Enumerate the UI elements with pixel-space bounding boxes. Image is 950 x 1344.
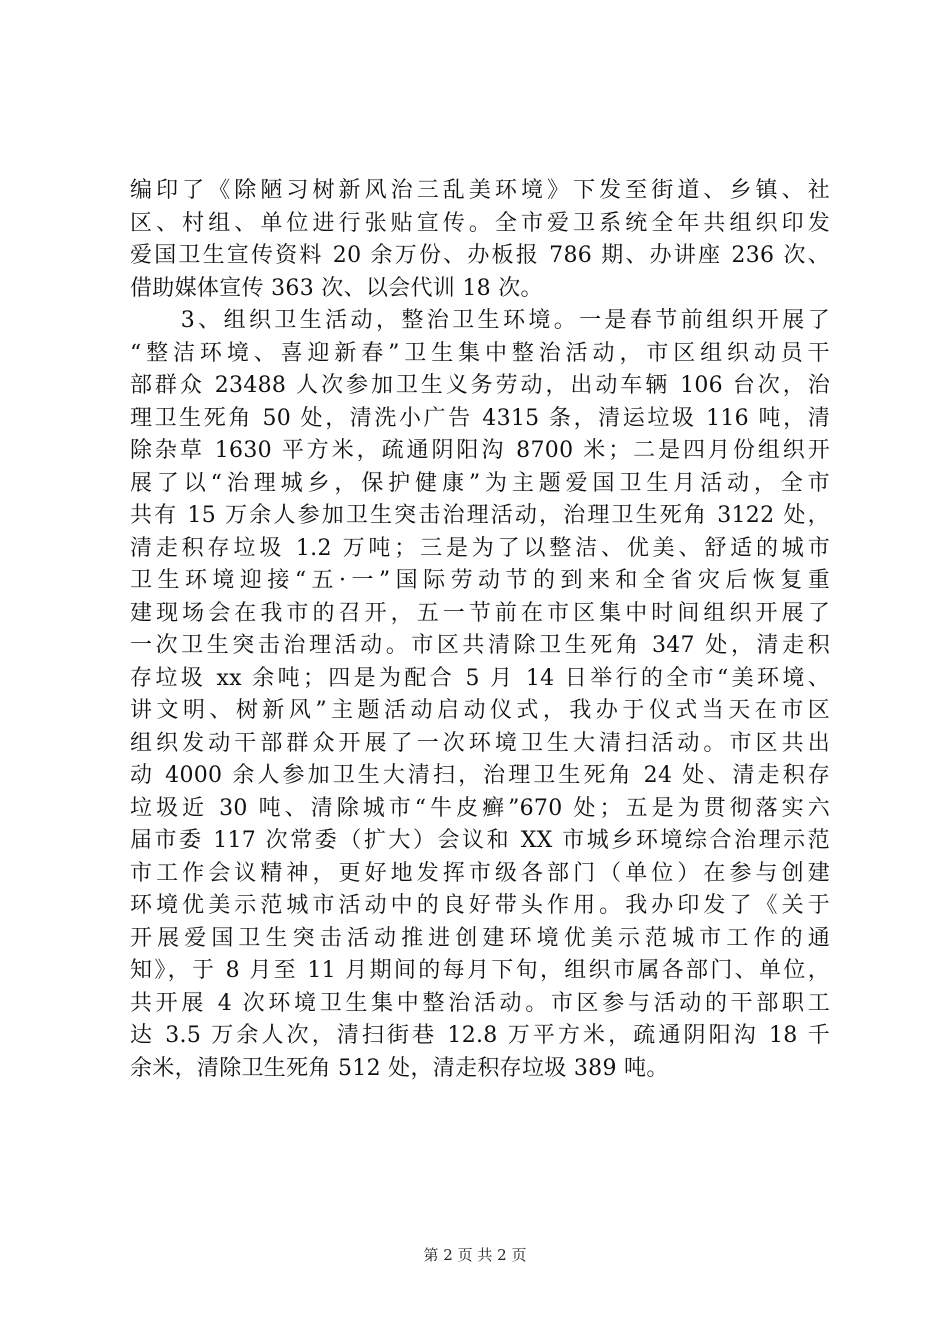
- text-line: 届市委 117 次常委（扩大）会议和 XX 市城乡环境综合治理示范: [130, 828, 830, 853]
- text-line: 存垃圾 xx 余吨；四是为配合 5 月 14 日举行的全市“美环境、: [130, 665, 830, 691]
- text-line: 建现场会在我市的召开，五一节前在市区集中时间组织开展了: [130, 600, 830, 626]
- text-line: 余米，清除卫生死角 512 处，清走积存垃圾 389 吨。: [130, 1055, 669, 1081]
- body-text: [130, 175, 830, 1085]
- text-line: 环境优美示范城市活动中的良好带头作用。我办印发了《关于: [130, 893, 830, 918]
- text-line: 理卫生死角 50 处，清洗小广告 4315 条，清运垃圾 116 吨，清: [130, 405, 830, 431]
- text-line: 爱国卫生宣传资料 20 余万份、办板报 786 期、办讲座 236 次、: [130, 243, 830, 268]
- text-line: 展了以“治理城乡，保护健康”为主题爱国卫生月活动，全市: [130, 470, 830, 496]
- text-line: 3、组织卫生活动，整治卫生环境。一是春节前组织开展了: [130, 308, 830, 333]
- text-line: 达 3.5 万余人次，清扫街巷 12.8 万平方米，疏通阴阳沟 18 千: [130, 1023, 830, 1048]
- text-line: 除杂草 1630 平方米，疏通阴阳沟 8700 米；二是四月份组织开: [130, 438, 830, 463]
- text-line: 讲文明、树新风”主题活动启动仪式，我办于仪式当天在市区: [130, 698, 830, 723]
- text-line: 共开展 4 次环境卫生集中整治活动。市区参与活动的干部职工: [130, 990, 830, 1016]
- page-number-footer: 第 2 页 共 2 页: [423, 1246, 527, 1264]
- text-line: 垃圾近 30 吨、清除城市“牛皮癣”670 处；五是为贯彻落实六: [130, 795, 830, 821]
- text-line: 共有 15 万余人参加卫生突击治理活动，治理卫生死角 3122 处，: [130, 503, 830, 528]
- text-line: 知》，于 8 月至 11 月期间的每月下旬，组织市属各部门、单位，: [130, 958, 830, 983]
- text-line: 区、村组、单位进行张贴宣传。全市爱卫系统全年共组织印发: [130, 210, 830, 236]
- text-line: 动 4000 余人参加卫生大清扫，治理卫生死角 24 处、清走积存: [130, 763, 830, 788]
- text-line: 市工作会议精神，更好地发挥市级各部门（单位）在参与创建: [130, 860, 830, 886]
- text-line: 一次卫生突击治理活动。市区共清除卫生死角 347 处，清走积: [130, 633, 830, 658]
- text-line: 借助媒体宣传 363 次、以会代训 18 次。: [130, 275, 543, 301]
- text-line: 组织发动干部群众开展了一次环境卫生大清扫活动。市区共出: [130, 730, 830, 756]
- text-line: “整洁环境、喜迎新春”卫生集中整治活动，市区组织动员干: [130, 340, 830, 366]
- text-line: 开展爱国卫生突击活动推进创建环境优美示范城市工作的通: [130, 925, 830, 951]
- text-line: 清走积存垃圾 1.2 万吨；三是为了以整洁、优美、舒适的城市: [130, 535, 830, 561]
- text-line: 编印了《除陋习树新风治三乱美环境》下发至街道、乡镇、社: [130, 178, 830, 203]
- text-line: 卫生环境迎接“五·一”国际劳动节的到来和全省灾后恢复重: [130, 568, 830, 593]
- text-line: 部群众 23488 人次参加卫生义务劳动，出动车辆 106 台次，治: [130, 373, 830, 398]
